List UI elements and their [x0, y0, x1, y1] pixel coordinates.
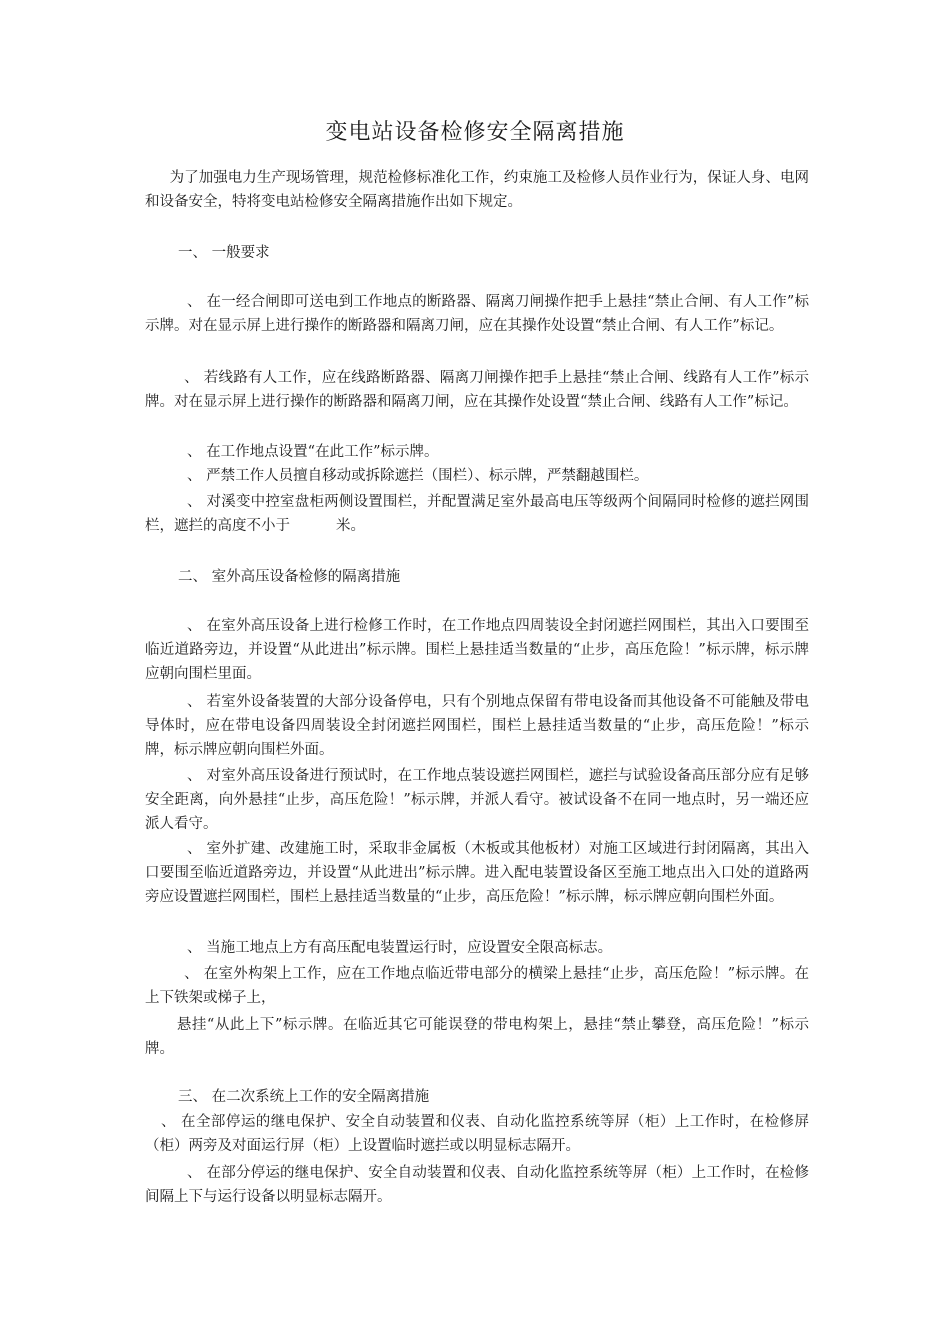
section-3-item-2: 、 在部分停运的继电保护、安全自动装置和仪表、自动化监控系统等屏（柜）上工作时，在检修间隔上下与运行设备以明显标志隔开。 — [145, 1165, 809, 1205]
section-1-item-5 — [145, 490, 809, 538]
section-1-item-4: 、 严禁工作人员擅自移动或拆除遮拦（围栏）、标示牌，严禁翻越围栏。 — [187, 468, 649, 484]
section-2-item-4: 、 室外扩建、改建施工时，采取非金属板（木板或其他板材）对施工区域进行封闭隔离，其出入口要围至临近道路旁边，并设置“从此进出”标示牌。进入配电装置设备区至施工地点出入口处的道路两旁应设置遮拦网围栏，围栏上悬挂适当数量的“止步，高压危险！”标示牌，标示牌应朝向围栏外面。 — [145, 841, 809, 905]
section-2-item-6-cont: 悬挂“从此上下”标示牌。在临近其它可能误登的带电构架上，悬挂“禁止攀登，高压危险！”标示牌。 — [145, 1017, 809, 1057]
section-1-item-2: 、 若线路有人工作，应在线路断路器、隔离刀闸操作把手上悬挂“禁止合闸、线路有人工作”标示牌。对在显示屏上进行操作的断路器和隔离刀闸，应在其操作处设置“禁止合闸、线路有人工作”标记。 — [145, 370, 809, 410]
section-1-item-3: 、 在工作地点设置“在此工作”标示牌。 — [187, 444, 439, 460]
section-3-item-1: 、 在全部停运的继电保护、安全自动装置和仪表、自动化监控系统等屏（柜）上工作时，在检修屏（柜）两旁及对面运行屏（柜）上设置临时遮拦或以明显标志隔开。 — [145, 1114, 809, 1154]
section-1-item-5-unit: 米。 — [336, 518, 365, 534]
document-title: 变电站设备检修安全隔离措施 — [325, 120, 625, 145]
section-2-item-3: 、 对室外高压设备进行预试时，在工作地点装设遮拦网围栏，遮拦与试验设备高压部分应有足够安全距离，向外悬挂“止步，高压危险！”标示牌，并派人看守。被试设备不在同一地点时，另一端还应派人看守。 — [145, 768, 809, 832]
section-2-item-6: 、 在室外构架上工作，应在工作地点临近带电部分的横梁上悬挂“止步，高压危险！”标示牌。在上下铁架或梯子上， — [145, 966, 809, 1006]
section-2-item-2: 、 若室外设备装置的大部分设备停电，只有个别地点保留有带电设备而其他设备不可能触及带电导体时，应在带电设备四周装设全封闭遮拦网围栏，围栏上悬挂适当数量的“止步，高压危险！”标示牌，标示牌应朝向围栏外面。 — [145, 694, 809, 758]
intro-paragraph: 为了加强电力生产现场管理，规范检修标准化工作，约束施工及检修人员作业行为，保证人身、电网和设备安全，特将变电站检修安全隔离措施作出如下规定。 — [145, 170, 809, 210]
section-heading-2: 二、 室外高压设备检修的隔离措施 — [178, 569, 401, 585]
section-1-item-1: 、 在一经合闸即可送电到工作地点的断路器、隔离刀闸操作把手上悬挂“禁止合闸、有人工作”标示牌。对在显示屏上进行操作的断路器和隔离刀闸，应在其操作处设置“禁止合闸、有人工作”标记。 — [145, 294, 809, 334]
section-2-item-1: 、 在室外高压设备上进行检修工作时，在工作地点四周装设全封闭遮拦网围栏，其出入口要围至临近道路旁边，并设置“从此进出”标示牌。围栏上悬挂适当数量的“止步，高压危险！”标示牌，标示牌应朝向围栏里面。 — [145, 618, 809, 682]
section-2-item-5: 、 当施工地点上方有高压配电装置运行时，应设置安全限高标志。 — [187, 940, 613, 956]
section-heading-1: 一、 一般要求 — [178, 245, 270, 261]
section-1-item-5-text: 、 对溪变中控室盘柜两侧设置围栏，并配置满足室外最高电压等级两个间隔同时检修的遮拦网围栏，遮拦的高度不小于 — [145, 494, 809, 534]
section-heading-3: 三、 在二次系统上工作的安全隔离措施 — [178, 1089, 430, 1105]
